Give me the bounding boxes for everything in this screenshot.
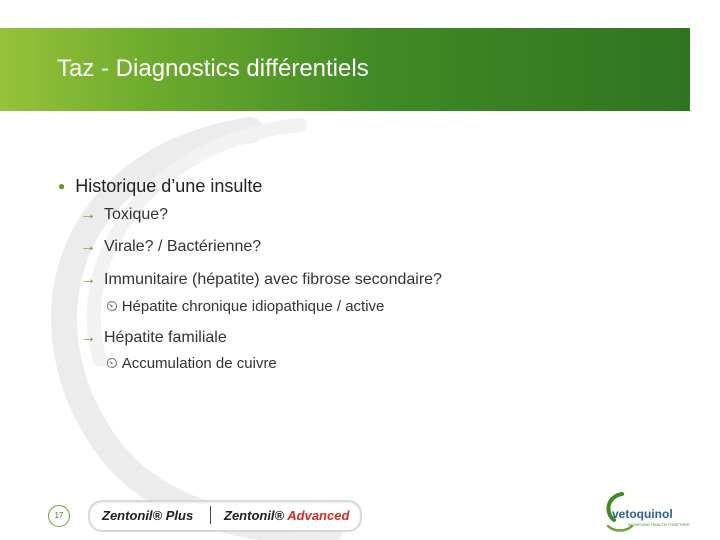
item-text: Toxique?: [104, 206, 169, 223]
sub-item: [106, 298, 384, 315]
logo-name: vetoquinol: [612, 507, 673, 521]
list-item: [80, 329, 227, 347]
logo-tagline: ACHIEVING HEALTH TOGETHER: [628, 522, 690, 527]
arrow-right-icon: →: [80, 271, 96, 288]
product-left: Zentonil® Plus: [102, 508, 194, 523]
list-item: [80, 238, 261, 256]
bullet-icon: ●: [58, 179, 66, 193]
bullet-text: Historique d’une insulte: [75, 176, 263, 196]
clock-icon: ⏲: [106, 355, 118, 372]
page-number: 17: [48, 505, 70, 527]
product-badge: [88, 500, 362, 532]
arrow-right-icon: →: [80, 329, 96, 346]
item-text: Immunitaire (hépatite) avec fibrose secondaire?: [104, 271, 442, 288]
sub-item-text: Hépatite chronique idiopathique / active: [121, 298, 385, 315]
bullet-item: [58, 176, 262, 197]
sub-item: [106, 355, 277, 372]
product-right-suffix: Advanced: [287, 508, 350, 523]
item-text: Virale? / Bactérienne?: [104, 238, 262, 255]
sub-item-text: Accumulation de cuivre: [121, 355, 277, 372]
badge-divider: [210, 506, 211, 524]
item-text: Hépatite familiale: [104, 329, 227, 346]
arrow-right-icon: →: [80, 238, 96, 255]
clock-icon: ⏲: [106, 298, 118, 315]
slide-title: Taz - Diagnostics différentiels: [57, 55, 369, 82]
arrow-right-icon: →: [80, 206, 96, 223]
list-item: [80, 271, 442, 289]
product-right: Zentonil® Advanced: [224, 508, 350, 523]
list-item: [80, 206, 168, 224]
